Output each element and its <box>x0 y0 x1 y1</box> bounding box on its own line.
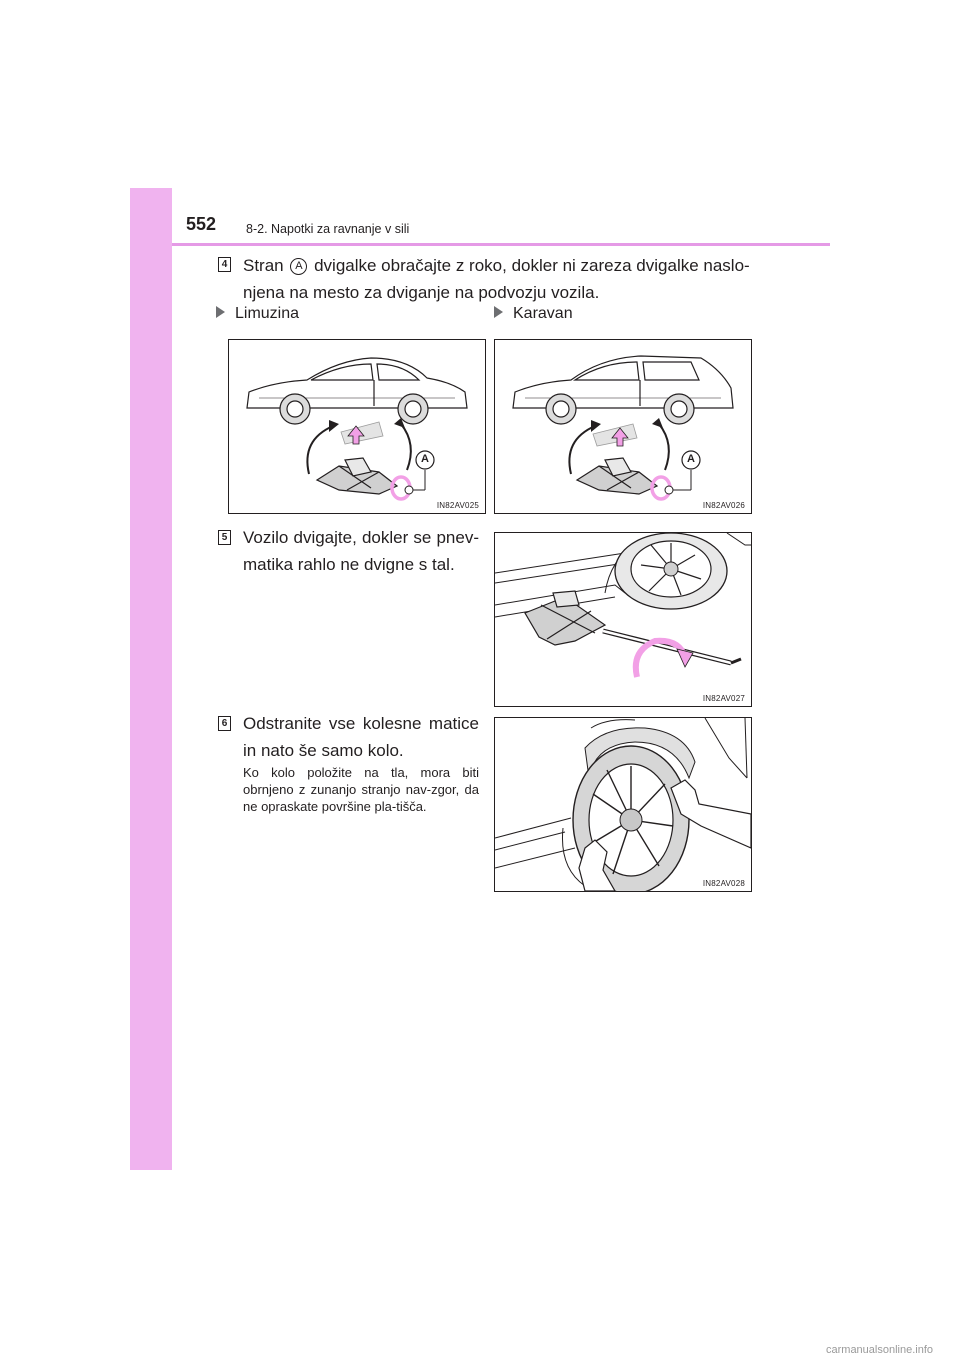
wagon-jack-illustration <box>495 340 751 513</box>
callout-a-marker: A <box>290 258 307 275</box>
figure-wagon-jack <box>494 339 752 514</box>
remove-wheel-illustration <box>495 718 751 891</box>
variant-sedan-label <box>216 305 299 323</box>
page-number: 552 <box>186 214 217 234</box>
step-number-6: 6 <box>218 716 231 731</box>
figure-remove-wheel <box>494 717 752 892</box>
figure-sedan-jack <box>228 339 486 514</box>
step-number-4: 4 <box>218 257 231 272</box>
figure-code: IN82AV027 <box>702 694 745 703</box>
callout-a-label: A <box>687 453 695 465</box>
figure-code: IN82AV028 <box>702 879 745 888</box>
step-number-5: 5 <box>218 530 231 545</box>
step-4-text-end: dvigalke obračajte z roko, dokler ni zareza dvigalke naslo-njena na mesto za dviganje na podvozju vozila. <box>243 256 750 302</box>
chapter-sidebar-tab <box>130 188 172 1170</box>
step-6-text: Odstranite vse kolesne matice in nato še samo kolo. <box>243 714 479 760</box>
watermark: carmanualsonline.info <box>826 1344 934 1356</box>
sedan-jack-illustration <box>229 340 485 513</box>
triangle-bullet-icon <box>494 306 503 318</box>
step-5-text: Vozilo dvigajte, dokler se pnev-matika rahlo ne dvigne s tal. <box>243 528 479 574</box>
step-4-text <box>243 252 763 306</box>
section-title: 8-2. Napotki za ravnanje v sili <box>246 222 410 236</box>
variant-wagon-text: Karavan <box>513 305 573 322</box>
triangle-bullet-icon <box>216 306 225 318</box>
step-6-note: Ko kolo položite na tla, mora biti obrnjeno z zunanjo stranjo nav-zgor, da ne opraskate površine pla-tišča. <box>243 765 479 814</box>
raise-vehicle-illustration <box>495 533 751 706</box>
figure-code: IN82AV025 <box>436 501 479 510</box>
figure-code: IN82AV026 <box>702 501 745 510</box>
variant-sedan-text: Limuzina <box>235 305 300 322</box>
step-4-text-start: Stran <box>243 256 289 275</box>
callout-a-label: A <box>421 453 429 465</box>
header-rule <box>172 243 830 246</box>
variant-wagon-label <box>494 305 573 323</box>
figure-raise-vehicle <box>494 532 752 707</box>
